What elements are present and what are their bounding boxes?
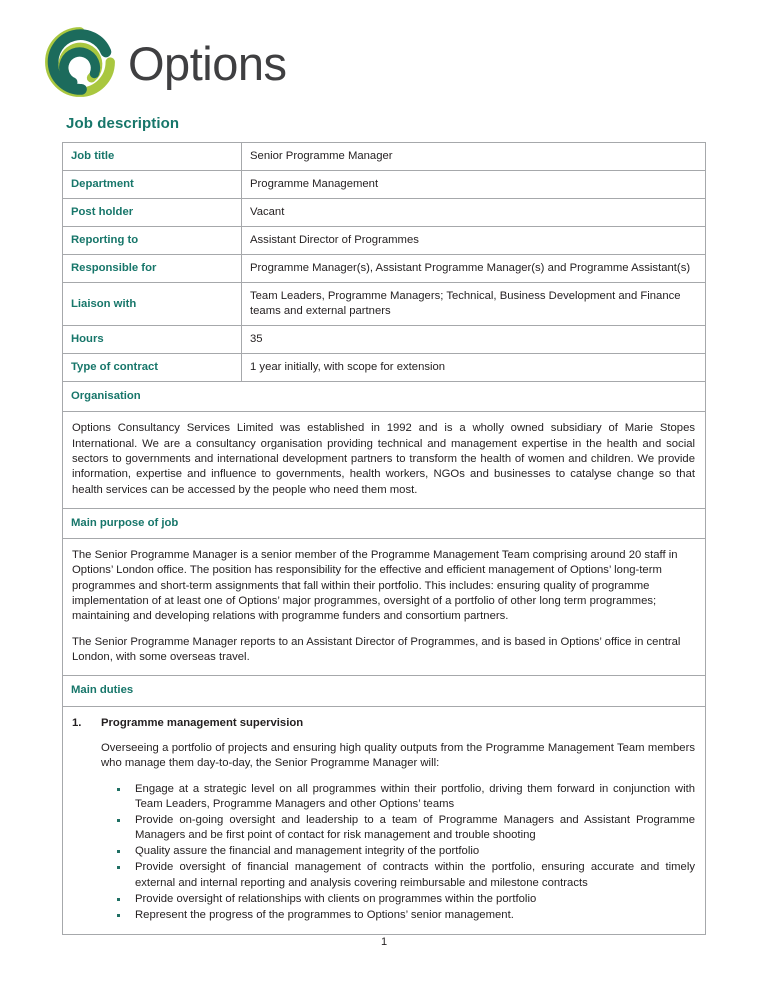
section-body-main-purpose: [63, 538, 706, 676]
section-header-main-purpose: [63, 508, 706, 538]
field-label: Job title: [63, 143, 242, 171]
field-value: Assistant Director of Programmes: [242, 227, 706, 255]
table-row: [63, 326, 706, 354]
duty-number: 1.: [72, 716, 82, 729]
options-spiral-icon: [44, 26, 116, 98]
table-row: [63, 171, 706, 199]
brand-wordmark: Options: [128, 36, 287, 90]
list-item: Represent the progress of the programmes to Options’ senior management.: [101, 908, 695, 923]
section-header-organisation: [63, 382, 706, 412]
section-header-main-duties: [63, 676, 706, 706]
field-value: Team Leaders, Programme Managers; Technical, Business Development and Finance teams and external partners: [242, 283, 706, 326]
list-item: Provide oversight of relationships with clients on programmes within the portfolio: [101, 892, 695, 907]
duty-bullet-list: [101, 782, 695, 924]
job-description-table: [62, 142, 706, 935]
list-item: Provide oversight of financial management of contracts within the portfolio, ensuring accurate and timely external and internal reporting and analysis covering reimbursable and milestone contracts: [101, 860, 695, 891]
main-duties-body: [63, 706, 706, 934]
field-label: Post holder: [63, 199, 242, 227]
field-value: Programme Manager(s), Assistant Programme Manager(s) and Programme Assistant(s): [242, 255, 706, 283]
section-body-main-duties: [63, 706, 706, 934]
list-item: Quality assure the financial and management integrity of the portfolio: [101, 844, 695, 859]
organisation-body: [63, 412, 706, 509]
field-value: 35: [242, 326, 706, 354]
section-title: Main purpose of job: [63, 508, 706, 538]
page-title: Job description: [66, 115, 180, 132]
table-row: [63, 354, 706, 382]
field-label: Reporting to: [63, 227, 242, 255]
section-title: Main duties: [63, 676, 706, 706]
field-value: Programme Management: [242, 171, 706, 199]
field-label: Hours: [63, 326, 242, 354]
table-row: [63, 199, 706, 227]
list-item: Engage at a strategic level on all programmes within their portfolio, driving them forward in conjunction with Team Leaders, Programme Managers and other Options’ teams: [101, 782, 695, 813]
field-value: Vacant: [242, 199, 706, 227]
duty-intro: Overseeing a portfolio of projects and ensuring high quality outputs from the Programme Management Team members who manage them day-to-day, the Senior Programme Manager will:: [101, 741, 695, 770]
field-label: Type of contract: [63, 354, 242, 382]
main-purpose-paragraph-2: The Senior Programme Manager reports to an Assistant Director of Programmes, and is based in Options’ office in central London, with some overseas travel.: [72, 635, 681, 664]
field-value: Senior Programme Manager: [242, 143, 706, 171]
main-purpose-paragraph-1: The Senior Programme Manager is a senior member of the Programme Management Team comprising around 20 staff in Options’ London office. The position has responsibility for the effective and efficient management of Options’ long-term programmes and short-term assignments that fall within their portfolio. This includes: ensuring quality of programme implementation of at least one of Options’ major programmes, oversight of a portfolio of other long term programmes; maintaining and developing relations with programme funders and consortium partners.: [72, 548, 678, 623]
table-row: [63, 143, 706, 171]
field-value: 1 year initially, with scope for extension: [242, 354, 706, 382]
table-row: [63, 283, 706, 326]
field-label: Liaison with: [63, 283, 242, 326]
field-label: Department: [63, 171, 242, 199]
section-body-organisation: [63, 412, 706, 509]
duty-item: [72, 716, 695, 924]
organisation-paragraph: Options Consultancy Services Limited was established in 1992 and is a wholly owned subsidiary of Marie Stopes International. We are a consultancy organisation providing technical and management expertise in the health and social sectors to governments and international development partners to transform the health of women and children. We provide information, expertise and influence to governments, health workers, NGOs and businesses to catalyse change so that health services can be accessed by the people who need them most.: [72, 422, 695, 496]
duty-title: Programme management supervision: [101, 716, 304, 729]
table-row: [63, 227, 706, 255]
page-number: 1: [380, 936, 388, 948]
duty-content: [101, 716, 695, 924]
list-item: Provide on-going oversight and leadership to a team of Programme Managers and Assistant Programme Managers and be first point of contact for risk management and trouble shooting: [101, 813, 695, 844]
table-row: [63, 255, 706, 283]
main-purpose-body: [63, 538, 706, 676]
section-title: Organisation: [63, 382, 706, 412]
field-label: Responsible for: [63, 255, 242, 283]
brand-logo: [44, 26, 286, 98]
